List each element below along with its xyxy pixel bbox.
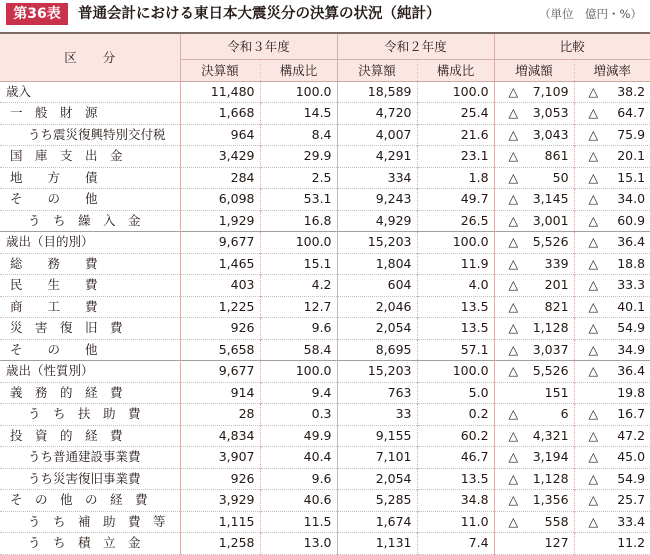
negative-triangle-icon: △: [508, 212, 519, 228]
header-compare: 比較: [494, 33, 650, 59]
table-row: [0, 404, 650, 426]
negative-triangle-icon: △: [588, 83, 599, 99]
r3-amount-cell: 914: [180, 382, 260, 404]
header-r3-amount: 決算額: [180, 59, 260, 81]
table-row: [0, 468, 650, 490]
r3-amount-cell: 1,929: [180, 210, 260, 232]
r2-ratio-cell: 49.7: [417, 189, 494, 211]
negative-triangle-icon: △: [508, 298, 519, 314]
negative-triangle-icon: △: [588, 169, 599, 185]
diff-cell: [494, 124, 574, 146]
r2-ratio-cell: 25.4: [417, 103, 494, 125]
r3-ratio-cell: 16.8: [260, 210, 337, 232]
r2-amount-cell: 763: [337, 382, 417, 404]
diff-cell: [494, 339, 574, 361]
cell-value: 20.1: [617, 148, 646, 163]
negative-triangle-icon: △: [508, 513, 519, 529]
rate-cell: [574, 232, 650, 254]
r3-ratio-cell: 11.5: [260, 511, 337, 533]
r3-amount-cell: 4,834: [180, 425, 260, 447]
table-row: [0, 533, 650, 555]
negative-triangle-icon: △: [508, 234, 519, 249]
r2-amount-cell: 604: [337, 275, 417, 297]
r3-ratio-cell: 9.4: [260, 382, 337, 404]
rate-cell: [574, 404, 650, 426]
row-label: う ち 積 立 金: [28, 535, 141, 550]
r2-ratio-cell: 34.8: [417, 490, 494, 512]
row-label: 投 資 的 経 費: [10, 427, 123, 443]
table-row: [0, 103, 650, 125]
r3-amount-cell: 1,465: [180, 253, 260, 275]
r2-amount-cell: 15,203: [337, 361, 417, 383]
r2-amount-cell: 4,007: [337, 124, 417, 146]
row-label: 商 工 費: [10, 298, 98, 314]
row-label: うち災害復旧事業費: [28, 470, 141, 486]
r2-ratio-cell: 21.6: [417, 124, 494, 146]
r3-amount-cell: 9,677: [180, 361, 260, 383]
diff-cell: [494, 81, 574, 103]
r2-ratio-cell: 13.5: [417, 318, 494, 340]
row-label: 民 生 費: [10, 277, 98, 292]
header-r3: 令和３年度: [180, 33, 337, 59]
cell-value: 861: [544, 148, 569, 163]
cell-value: 4,321: [532, 427, 569, 443]
cell-value: 15.1: [617, 169, 646, 185]
row-label: 義 務 的 経 費: [10, 384, 123, 400]
rate-cell: [574, 189, 650, 211]
r2-ratio-cell: 1.8: [417, 167, 494, 189]
r2-amount-cell: 18,589: [337, 81, 417, 103]
r3-ratio-cell: 15.1: [260, 253, 337, 275]
r3-amount-cell: 403: [180, 275, 260, 297]
table-row: [0, 253, 650, 275]
cell-value: 3,037: [532, 341, 569, 357]
negative-triangle-icon: △: [588, 212, 599, 228]
header-r2-ratio: 構成比: [417, 59, 494, 81]
rate-cell: [574, 103, 650, 125]
cell-value: 201: [544, 277, 569, 292]
negative-triangle-icon: △: [588, 255, 599, 271]
cell-value: 38.2: [617, 83, 646, 99]
negative-triangle-icon: △: [588, 126, 599, 142]
diff-cell: [494, 318, 574, 340]
r3-ratio-cell: 12.7: [260, 296, 337, 318]
r2-ratio-cell: 11.0: [417, 511, 494, 533]
r3-amount-cell: 1,258: [180, 533, 260, 555]
negative-triangle-icon: △: [508, 449, 519, 464]
negative-triangle-icon: △: [588, 341, 599, 357]
rate-cell: [574, 468, 650, 490]
rate-cell: [574, 210, 650, 232]
cell-value: 5,526: [532, 234, 569, 249]
table-row: [0, 511, 650, 533]
r3-amount-cell: 926: [180, 468, 260, 490]
r3-amount-cell: 926: [180, 318, 260, 340]
cell-value: 75.9: [617, 126, 646, 142]
r3-ratio-cell: 4.2: [260, 275, 337, 297]
diff-cell: 151: [494, 382, 574, 404]
r3-amount-cell: 1,115: [180, 511, 260, 533]
row-label: そ の 他: [10, 191, 98, 206]
table-row: [0, 210, 650, 232]
row-label: そ の 他: [10, 341, 98, 357]
negative-triangle-icon: △: [588, 513, 599, 529]
r3-amount-cell: 5,658: [180, 339, 260, 361]
r2-ratio-cell: 13.5: [417, 296, 494, 318]
negative-triangle-icon: △: [508, 126, 519, 142]
row-label: 歳出（性質別）: [6, 363, 94, 378]
negative-triangle-icon: △: [508, 427, 519, 443]
row-label: 国 庫 支 出 金: [10, 148, 123, 163]
diff-cell: [494, 296, 574, 318]
cell-value: 3,194: [532, 449, 569, 464]
rate-cell: 19.8: [574, 382, 650, 404]
rate-cell: [574, 425, 650, 447]
r2-amount-cell: 9,243: [337, 189, 417, 211]
r2-ratio-cell: 5.0: [417, 382, 494, 404]
r2-amount-cell: 4,929: [337, 210, 417, 232]
r2-amount-cell: 2,046: [337, 296, 417, 318]
r2-ratio-cell: 26.5: [417, 210, 494, 232]
negative-triangle-icon: △: [508, 406, 519, 421]
cell-value: 36.4: [617, 234, 646, 249]
row-label: 歳入: [6, 83, 32, 99]
r2-ratio-cell: 7.4: [417, 533, 494, 555]
cell-value: 3,043: [532, 126, 569, 142]
r3-ratio-cell: 100.0: [260, 232, 337, 254]
cell-value: 1,128: [532, 470, 569, 486]
r2-ratio-cell: 11.9: [417, 253, 494, 275]
r3-ratio-cell: 14.5: [260, 103, 337, 125]
r2-amount-cell: 8,695: [337, 339, 417, 361]
page-title: 普通会計における東日本大震災分の決算の状況（純計）: [78, 6, 441, 22]
r3-ratio-cell: 13.0: [260, 533, 337, 555]
r2-ratio-cell: 23.1: [417, 146, 494, 168]
table-body: [0, 81, 650, 554]
r3-ratio-cell: 100.0: [260, 81, 337, 103]
r3-ratio-cell: 9.6: [260, 318, 337, 340]
row-label: 総 務 費: [10, 255, 98, 271]
negative-triangle-icon: △: [508, 148, 519, 163]
r2-ratio-cell: 13.5: [417, 468, 494, 490]
r2-amount-cell: 5,285: [337, 490, 417, 512]
table-number-badge: 第36表: [6, 3, 68, 25]
row-label: う ち 繰 入 金: [28, 212, 141, 228]
cell-value: 25.7: [617, 492, 646, 507]
r3-ratio-cell: 29.9: [260, 146, 337, 168]
cell-value: 54.9: [617, 320, 646, 335]
r3-amount-cell: 1,225: [180, 296, 260, 318]
negative-triangle-icon: △: [508, 105, 519, 120]
cell-value: 50: [552, 169, 569, 185]
settlement-table: [0, 32, 650, 555]
rate-cell: [574, 124, 650, 146]
negative-triangle-icon: △: [588, 449, 599, 464]
r2-amount-cell: 1,131: [337, 533, 417, 555]
header-r3-ratio: 構成比: [260, 59, 337, 81]
r3-amount-cell: 964: [180, 124, 260, 146]
table-row: [0, 490, 650, 512]
table-row: [0, 81, 650, 103]
cell-value: 558: [544, 513, 569, 529]
row-label: うち震災復興特別交付税: [28, 126, 166, 142]
negative-triangle-icon: △: [588, 148, 599, 163]
cell-value: 16.7: [617, 406, 646, 421]
cell-value: 36.4: [617, 363, 646, 378]
row-label: 歳出（目的別）: [6, 234, 94, 249]
negative-triangle-icon: △: [588, 427, 599, 443]
diff-cell: [494, 511, 574, 533]
negative-triangle-icon: △: [508, 255, 519, 271]
rate-cell: 11.2: [574, 533, 650, 555]
diff-cell: [494, 189, 574, 211]
cell-value: 54.9: [617, 470, 646, 486]
r2-amount-cell: 4,720: [337, 103, 417, 125]
cell-value: 33.3: [617, 277, 646, 292]
r2-amount-cell: 1,674: [337, 511, 417, 533]
diff-cell: [494, 490, 574, 512]
cell-value: 64.7: [617, 105, 646, 120]
cell-value: 34.9: [617, 341, 646, 357]
cell-value: 45.0: [617, 449, 646, 464]
table-row: [0, 339, 650, 361]
rate-cell: [574, 361, 650, 383]
r2-ratio-cell: 57.1: [417, 339, 494, 361]
r2-ratio-cell: 60.2: [417, 425, 494, 447]
row-label: そ の 他 の 経 費: [10, 492, 148, 507]
rate-cell: [574, 318, 650, 340]
diff-cell: [494, 103, 574, 125]
r3-amount-cell: 6,098: [180, 189, 260, 211]
table-row: [0, 318, 650, 340]
r3-ratio-cell: 9.6: [260, 468, 337, 490]
r2-ratio-cell: 4.0: [417, 275, 494, 297]
negative-triangle-icon: △: [508, 320, 519, 335]
header-r2: 令和２年度: [337, 33, 494, 59]
table-row: [0, 146, 650, 168]
negative-triangle-icon: △: [508, 363, 519, 378]
table-row: [0, 124, 650, 146]
cell-value: 1,128: [532, 320, 569, 335]
r3-amount-cell: 3,907: [180, 447, 260, 469]
negative-triangle-icon: △: [508, 470, 519, 486]
table-row: [0, 382, 650, 404]
rate-cell: [574, 511, 650, 533]
negative-triangle-icon: △: [588, 320, 599, 335]
rate-cell: [574, 447, 650, 469]
r2-amount-cell: 334: [337, 167, 417, 189]
negative-triangle-icon: △: [588, 277, 599, 292]
r2-amount-cell: 2,054: [337, 468, 417, 490]
r3-amount-cell: 3,429: [180, 146, 260, 168]
cell-value: 18.8: [617, 255, 646, 271]
table-row: [0, 361, 650, 383]
title-bar: [0, 0, 650, 28]
r3-amount-cell: 28: [180, 404, 260, 426]
rate-cell: [574, 81, 650, 103]
table-row: [0, 296, 650, 318]
r2-amount-cell: 2,054: [337, 318, 417, 340]
cell-value: 40.1: [617, 298, 646, 314]
rate-cell: [574, 275, 650, 297]
cell-value: 6: [560, 406, 569, 421]
cell-value: 47.2: [617, 427, 646, 443]
r3-ratio-cell: 58.4: [260, 339, 337, 361]
r2-amount-cell: 1,804: [337, 253, 417, 275]
cell-value: 1,356: [532, 492, 569, 507]
row-label: 一 般 財 源: [10, 105, 98, 120]
r2-ratio-cell: 0.2: [417, 404, 494, 426]
diff-cell: [494, 447, 574, 469]
r3-ratio-cell: 40.4: [260, 447, 337, 469]
table-row: [0, 189, 650, 211]
r2-ratio-cell: 100.0: [417, 232, 494, 254]
rate-cell: [574, 253, 650, 275]
cell-value: 33.4: [617, 513, 646, 529]
cell-value: 339: [544, 255, 569, 271]
diff-cell: [494, 232, 574, 254]
diff-cell: [494, 468, 574, 490]
diff-cell: [494, 146, 574, 168]
r3-amount-cell: 9,677: [180, 232, 260, 254]
negative-triangle-icon: △: [588, 234, 599, 249]
r2-amount-cell: 33: [337, 404, 417, 426]
rate-cell: [574, 146, 650, 168]
r2-ratio-cell: 100.0: [417, 361, 494, 383]
diff-cell: [494, 361, 574, 383]
row-label: 災 害 復 旧 費: [10, 320, 123, 335]
header-r2-amount: 決算額: [337, 59, 417, 81]
cell-value: 3,001: [532, 212, 569, 228]
r3-ratio-cell: 40.6: [260, 490, 337, 512]
r3-ratio-cell: 53.1: [260, 189, 337, 211]
negative-triangle-icon: △: [508, 277, 519, 292]
unit-note: （単位 億円・%）: [539, 7, 642, 21]
rate-cell: [574, 339, 650, 361]
rate-cell: [574, 490, 650, 512]
table-row: [0, 275, 650, 297]
r3-ratio-cell: 0.3: [260, 404, 337, 426]
negative-triangle-icon: △: [508, 169, 519, 185]
r3-amount-cell: 11,480: [180, 81, 260, 103]
negative-triangle-icon: △: [508, 191, 519, 206]
negative-triangle-icon: △: [588, 492, 599, 507]
r3-amount-cell: 284: [180, 167, 260, 189]
negative-triangle-icon: △: [508, 492, 519, 507]
r3-amount-cell: 1,668: [180, 103, 260, 125]
r3-ratio-cell: 100.0: [260, 361, 337, 383]
negative-triangle-icon: △: [588, 406, 599, 421]
rate-cell: [574, 167, 650, 189]
header-rate: 増減率: [574, 59, 650, 81]
diff-cell: 127: [494, 533, 574, 555]
rate-cell: [574, 296, 650, 318]
r2-amount-cell: 15,203: [337, 232, 417, 254]
diff-cell: [494, 167, 574, 189]
table-row: [0, 447, 650, 469]
r2-amount-cell: 7,101: [337, 447, 417, 469]
r3-ratio-cell: 49.9: [260, 425, 337, 447]
negative-triangle-icon: △: [588, 470, 599, 486]
cell-value: 60.9: [617, 212, 646, 228]
r2-ratio-cell: 46.7: [417, 447, 494, 469]
diff-cell: [494, 404, 574, 426]
negative-triangle-icon: △: [588, 105, 599, 120]
diff-cell: [494, 275, 574, 297]
r2-amount-cell: 4,291: [337, 146, 417, 168]
cell-value: 3,145: [532, 191, 569, 206]
diff-cell: [494, 210, 574, 232]
cell-value: 821: [544, 298, 569, 314]
cell-value: 5,526: [532, 363, 569, 378]
table-row: [0, 425, 650, 447]
header-kubun: 区分: [0, 33, 180, 81]
cell-value: 3,053: [532, 105, 569, 120]
diff-cell: [494, 425, 574, 447]
negative-triangle-icon: △: [588, 191, 599, 206]
r3-ratio-cell: 8.4: [260, 124, 337, 146]
row-label: 地 方 債: [10, 169, 98, 185]
r3-amount-cell: 3,929: [180, 490, 260, 512]
row-label: う ち 補 助 費 等: [28, 513, 166, 529]
r2-ratio-cell: 100.0: [417, 81, 494, 103]
table-row: [0, 232, 650, 254]
header-diff: 増減額: [494, 59, 574, 81]
negative-triangle-icon: △: [588, 298, 599, 314]
row-label: う ち 扶 助 費: [28, 406, 141, 421]
table-row: [0, 167, 650, 189]
negative-triangle-icon: △: [508, 83, 519, 99]
negative-triangle-icon: △: [508, 341, 519, 357]
negative-triangle-icon: △: [588, 363, 599, 378]
cell-value: 7,109: [532, 83, 569, 99]
cell-value: 34.0: [617, 191, 646, 206]
diff-cell: [494, 253, 574, 275]
r2-amount-cell: 9,155: [337, 425, 417, 447]
r3-ratio-cell: 2.5: [260, 167, 337, 189]
row-label: うち普通建設事業費: [28, 449, 141, 464]
